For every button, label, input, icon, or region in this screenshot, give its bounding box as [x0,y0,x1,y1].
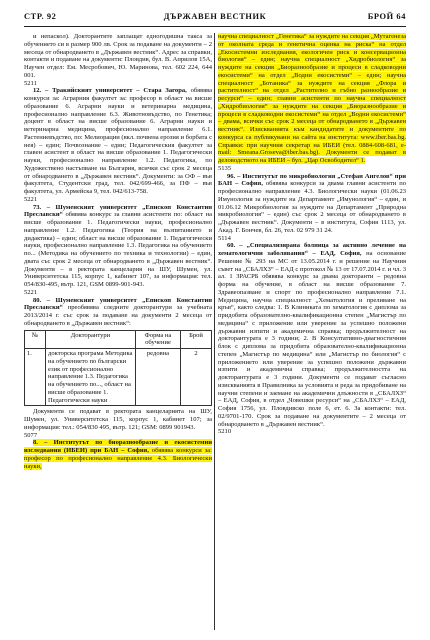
notice-title: 96. – Институтът по микробиология „Стефан Ангелов“ при БАН – София, [218,172,406,188]
notice-code: 5211 [24,79,37,87]
notice-title: 12. – Тракийският университет – Стара Загора, [33,87,187,95]
table-row [25,349,212,406]
notice-shumen-73 [24,204,212,289]
left-column [24,33,212,633]
notice-microbiology [218,173,406,235]
table-header-cell: № [25,330,46,349]
table-cell: 2 [181,349,212,406]
table-cell: 1. [25,349,46,406]
notice-body: обявява конкурси за двама главни асистенти по професионално направление 4.3. Биологически науки (01.06.23 Имунология за нуждите на Департамент „Имунология“ – един, и 01.06.12 Микробиология за нуждите на Департамент „Природна микробиология“ – един) със срок 2 месеца от обнародването в „Държавен вестник“. Документи – в института, София 1113, ул. Акад. Г. Бончев, бл. 26, тел. 02 979 31 24. [218,180,406,234]
notice-title: 80. – Шуменският университет „Епископ Константин Преславски“ [24,296,212,312]
notice-body: обявява конкурси за: Аграрния факултет за: професор в област на висше образование 6. Аграрни науки и ветеринарна медицина, професионално направление 6.3. Животновъдство, по Генетика; доцент в област на висше образование 6. Аграрни науки и ветеринарна медицина, професионално направление 6.1. Растениевъдство, по: Мелиорации (вкл. почвена ерозия и борбата с нея) – един; Почвознание – един; Педагогическия факултет за главен асистент в област на висше образование 1. Педагогически науки, професионално направление 1.2. Педагогика, по Художествено настъпване на България, всички със срок 2 месеца от обнародването в „Държавен вестник“. Документи: за ОФ – във факултета, Студентски град, тел. 042/699-466, за ПФ – във факултета, ул. Армейска 9, тел. 042/613-758. [24,87,212,195]
notice-plovdiv-body: и непаскол). Докторантите заплащат едногодишна такса за обучението си в размер 900 лв. Срок за подаване на документи – 2 месеца от обнародването в „Държавен вестник“. Адрес за справки, контакти и подаване на документи: Пловдив, бул. В. Априлов 15А, Научен отдел: Ем. Месробович, Ю. Маринова, тел. 602 224, 644 001. [24,33,212,79]
notice-body: обявява конкурс за главни асистенти по: област на висше образование 1. Педагогически науки, професионално направление 1.2. Педагогика (Теория на възпитанието и дидактика) – един; област на висше образование 1. Педагогически науки, професионално направление 1.3. Педагогика на обучението по... (Методика на обучението по техника и технологии) – един, двата със срок 2 месеца от обнародването в „Държавен вестник“. Документи – в ректората канцелария на ШУ, Шумен, ул. Университетска 115, корпус 1, кабинет 107, за информация: тел. 054/830-495, вътр. 121, GSM 0899-901-943. [24,211,212,288]
notice-code: 5135 [218,164,232,172]
notice-ibei-continued [218,33,406,165]
notice-code: 5221 [24,288,38,296]
notice-hematology [218,242,406,428]
notice-title: 73. – Шуменският университет „Епископ Константин Преславски“ [24,203,212,219]
table-header-cell: Форма на обучение [136,330,181,349]
notice-body: обявява конкурси за: професор по професионално направление 4.3. Биологически науки, [24,447,212,470]
right-column [218,33,406,633]
notice-code: 5077 [24,431,38,439]
notice-trakia [24,87,212,196]
notice-body: преобявява следните докторантури за учебната 2013/2014 г. със срок за подаване на документи 2 месеца от обнародването в „Държавен вестник“: [24,304,212,327]
notice-title: 8. – Институтът по биоразнообразие и екосистемни изследвания (ИБЕИ) при БАН – София, [24,439,212,454]
notice-code: 5221 [24,195,38,203]
table-header-row [25,330,212,349]
notice-code: 5114 [218,234,231,242]
notice-shumen-80 [24,297,212,328]
table-header-cell: Докторантури [46,330,136,349]
issue-number: БРОЙ 64 [367,12,406,21]
notice-ibei [24,439,212,470]
highlighted-text [24,439,212,469]
notice-body: на основание Решение № 293 на МС от 13.05.2014 г. и решение на Научния съвет на „СБАЛХЗ“ – ЕАД с протокол № 13 от 17.07.2014 г. и чл. 3 ал. 1 ЗРАСРБ обявява конкурс за двама докторанти – редовна форма на обучение, в област на висше образование 7. Здравеопазване и спорт по професионално направление 7.1. Медицина, научна специалност „Хематология и преливане на кръв“, както следва: 1. В Клиниката по хематология с диплома за придобита образователно-квалификационна степен „Магистър по медицина“ с приложение или уверение за успешно положени държавни изпити и академична справка; продължителност на докторантурата е 3 години; 2. В Консултативно-диагностичния блок с диплома за придобита образователно-квалификационна степен „Магистър по медицина“ или „Магистър по биология“ с приложението или уверение за успешно положени държавни изпити и академична справка; продължителността на докторантурата е 3 години. Документи се подават съгласно изискванията в Правилника за условията и реда за придобиване на научни степени и заемане на академични длъжности в „СБАЛХЗ“ – ЕАД, София, в отдел „Човешки ресурси“ на „СБАЛХЗ“ – ЕАД, София 1756, ул. Пловдивско поле 6, ет. 6. За контакти: тел. 02/9701-170. Срок за подаване на документите – 2 месеца от обнародването в „Държавен вестник“. [218,250,406,428]
publication-title: ДЪРЖАВЕН ВЕСТНИК [163,12,267,21]
table-header-cell: Брой [181,330,212,349]
notice-shumen-80-footer: Документи се подават в ректората канцеларията на ШУ, Шумен, ул. Университетска 115, корпус 1, кабинет 107; за информация: тел.: 054/830 495, вътр. 121; GSM: 0899 901943. [24,408,212,431]
highlighted-text: научна специалност „Генетика“ за нуждите на секция „Мутагенеза от околната среда и генетична оценка на риска“ на отдел „Екосистемни изследвания, екологичен риск и консервационна биология“ – един; научна специалност „Хидробиология“ за нуждите на секция „Биоразнообразие и процеси в сладководни екосистеми“ на отдел „Водни екосистеми“ – един; научна специалност „Ботаника“ за нуждите на секция „Флора и растителност“ на отдел „Растително и гъбно разнообразие и ресурси“ – един; главни асистенти по научна специалност „Хидробиология“ за нуждите на секция „Биоразнообразие и процеси в сладководни екосистеми“ на отдел „Водни екосистеми“ – двама, всички със срок 2 месеца от обнародването в „Държавен вестник“. Изискванията към кандидатите и документите по конкурса са публикувани на сайта на института: www.iber.bas.bg. Справки: при научния секретар на ИБЕИ (тел. 0884-608-681, e-mail: Smeana.Groseva@iber.bas.bg). Документи се подават в деловодството на ИБЕИ – бул. „Цар Освободител“ 1. [218,33,406,164]
table-cell: докторска програма Методика на обучението по български език от професионално направление 1.3. Педагогика на обучението по..., област на висше образование 1. Педагогически науки [46,349,136,406]
notice-code: 5210 [218,428,232,436]
page-number: СТР. 92 [24,12,57,21]
page-header [24,12,406,27]
column-divider [214,33,215,630]
doctorate-table [24,330,212,407]
table-cell: редовна [136,349,181,406]
notice-title: 60. – „Специализирана болница за активно лечение на хематологични заболявания“ – ЕАД, София, [218,242,406,257]
